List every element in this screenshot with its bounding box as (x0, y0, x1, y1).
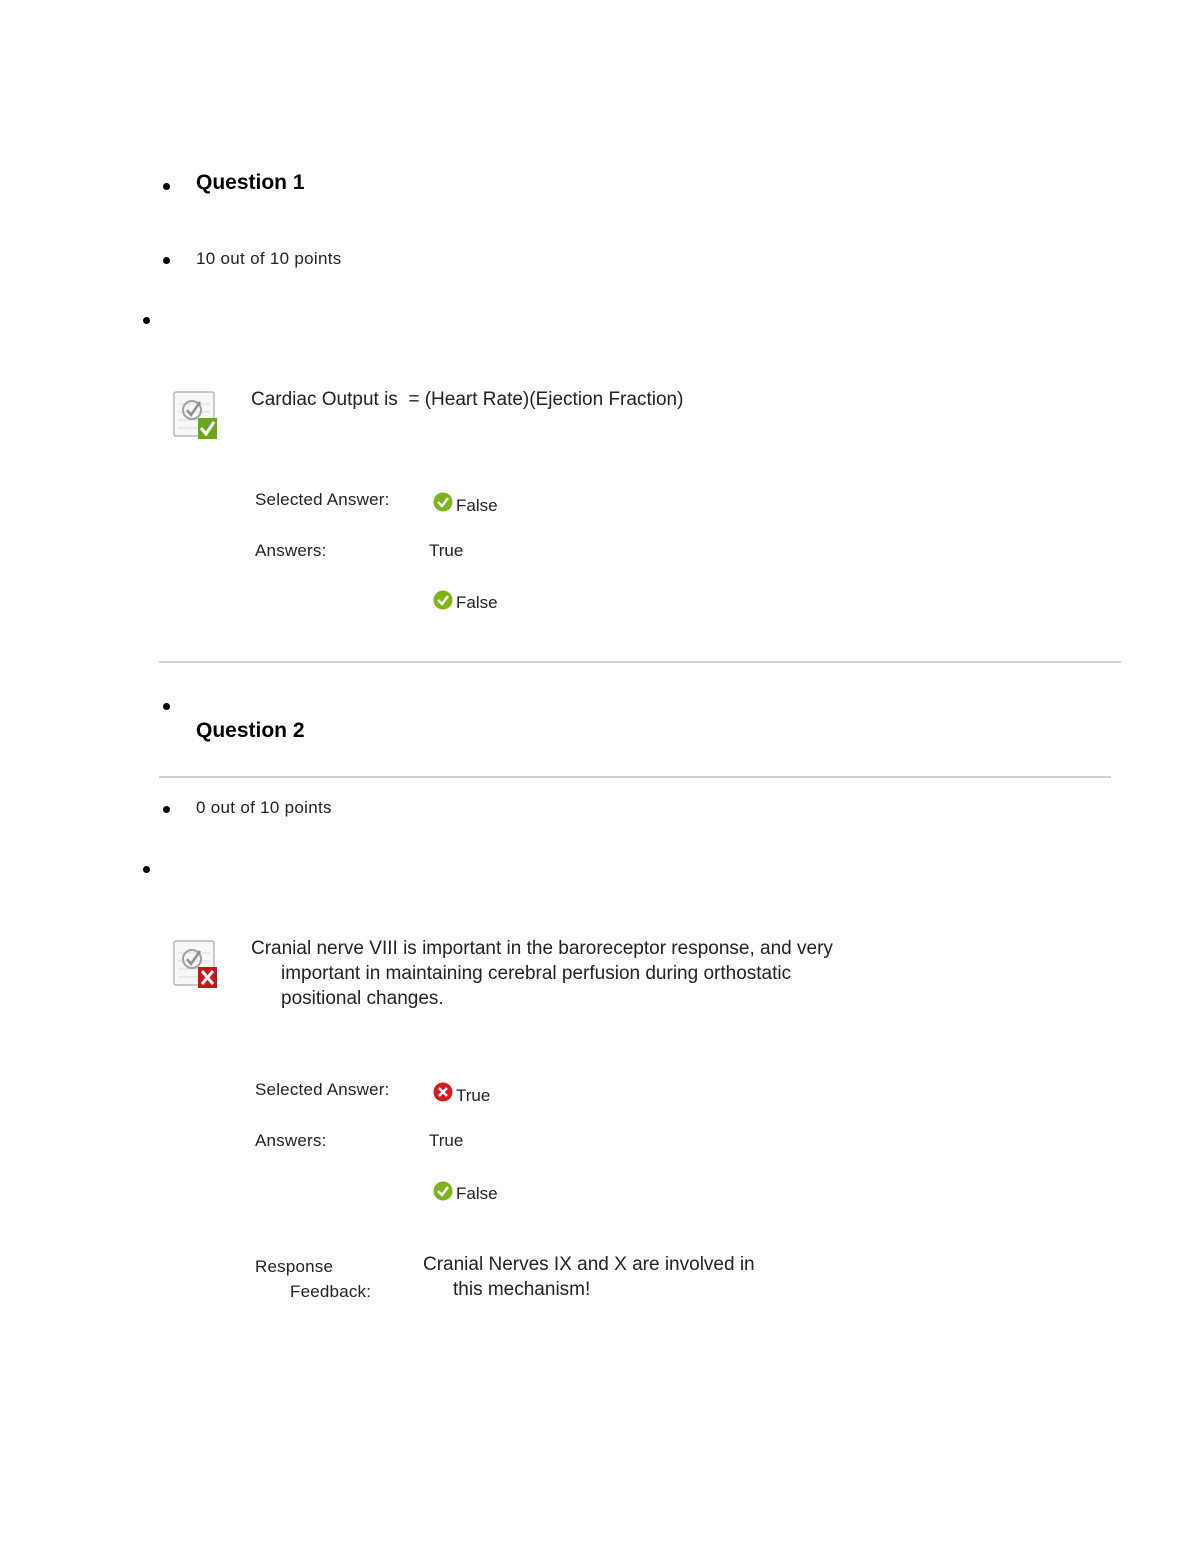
feedback-line: this mechanism! (453, 1279, 591, 1300)
response-feedback-text (423, 1252, 823, 1302)
response-feedback-label (255, 1254, 371, 1304)
answer-option: False (456, 593, 498, 612)
question-1-text: Cardiac Output is = (Heart Rate)(Ejection Fraction) (251, 389, 684, 410)
bullet (163, 183, 170, 190)
question-correct-icon (172, 390, 220, 442)
selected-answer-value: True (456, 1086, 491, 1105)
question-2-points: 0 out of 10 points (196, 798, 332, 817)
question-2-text-line: positional changes. (281, 988, 444, 1009)
question-2-text-line: Cranial nerve VIII is important in the baroreceptor response, and very (251, 938, 833, 959)
question-2-text-line: important in maintaining cerebral perfusion during orthostatic (281, 963, 792, 984)
question-2-title: Question 2 (196, 719, 305, 742)
selected-answer-label: Selected Answer: (255, 490, 390, 509)
divider (159, 776, 1111, 778)
question-1-points: 10 out of 10 points (196, 249, 342, 268)
bullet (163, 806, 170, 813)
feedback-label-line: Feedback: (290, 1282, 372, 1301)
answer-option: True (429, 541, 464, 560)
answer-option: False (456, 1184, 498, 1203)
feedback-line: Cranial Nerves IX and X are involved in (423, 1254, 755, 1275)
question-2-text (251, 936, 891, 1011)
bullet (143, 866, 150, 873)
bullet (143, 317, 150, 324)
answers-label: Answers: (255, 541, 327, 560)
divider (159, 661, 1121, 663)
bullet (163, 703, 170, 710)
check-circle-icon (433, 1181, 453, 1201)
selected-answer-label: Selected Answer: (255, 1080, 390, 1099)
check-circle-icon (433, 492, 453, 512)
feedback-label-line: Response (255, 1257, 334, 1276)
bullet (163, 257, 170, 264)
question-incorrect-icon (172, 939, 220, 991)
answers-label: Answers: (255, 1131, 327, 1150)
x-circle-icon (433, 1082, 453, 1102)
selected-answer-value: False (456, 496, 498, 515)
question-1-title: Question 1 (196, 171, 305, 194)
check-circle-icon (433, 590, 453, 610)
answer-option: True (429, 1131, 464, 1150)
